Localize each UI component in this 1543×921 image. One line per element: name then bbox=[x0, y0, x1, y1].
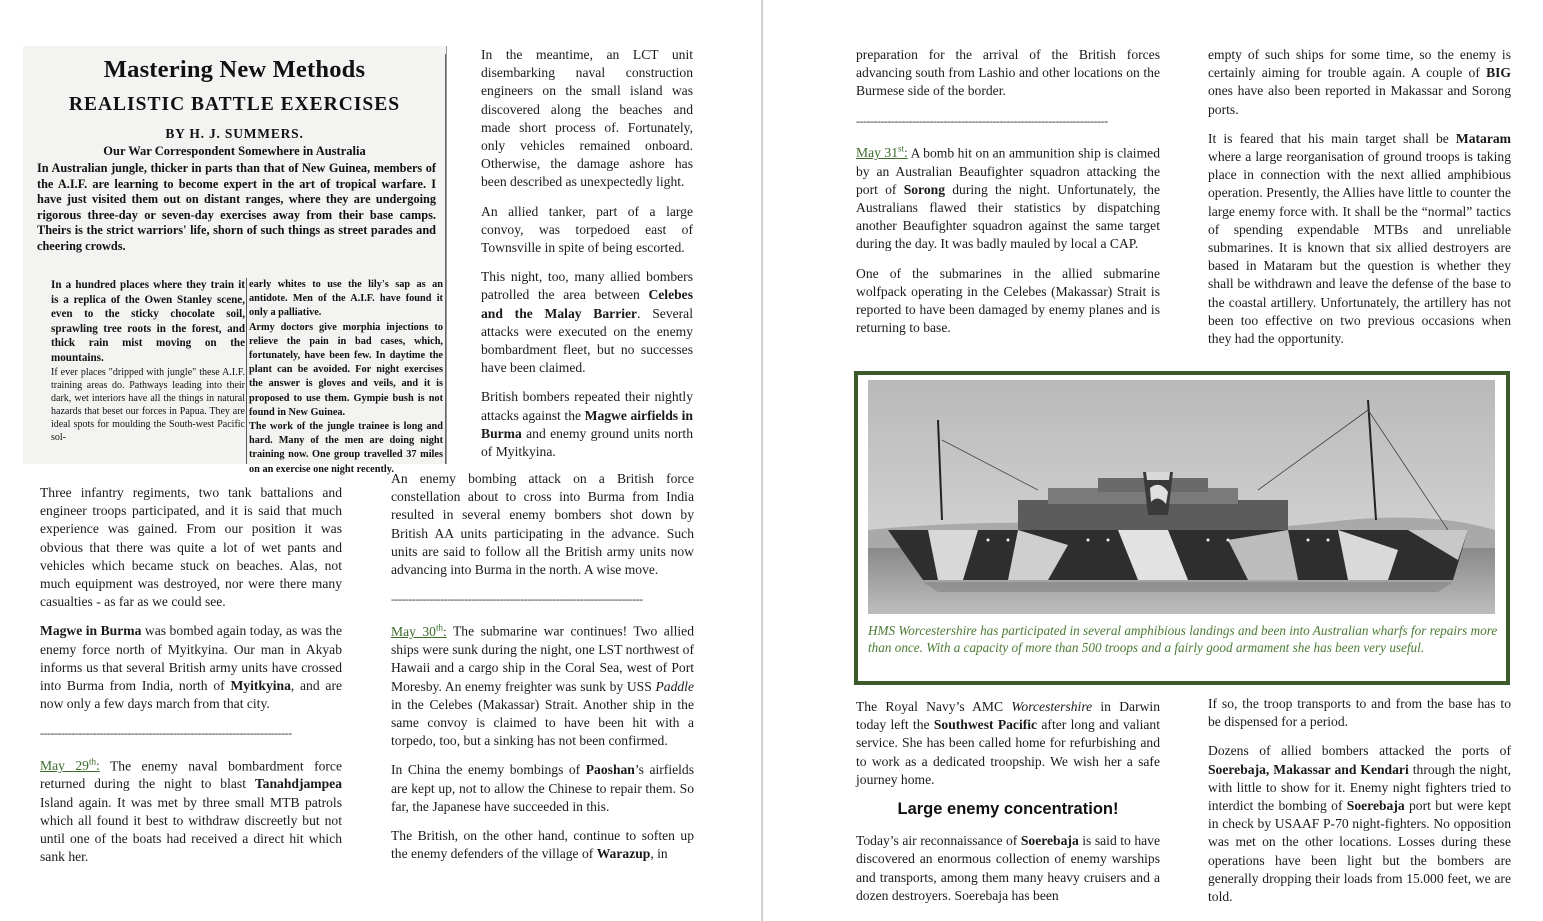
clipping-subtitle: REALISTIC BATTLE EXERCISES bbox=[68, 94, 401, 115]
place-name: Sorong bbox=[903, 181, 946, 197]
text-run: Today’s air reconnaissance of bbox=[856, 833, 1021, 849]
date-text: May 31 bbox=[856, 145, 899, 161]
text-run: through the night, with little to show for it. Enemy night fighters tried to interdict the bombing of bbox=[1208, 761, 1512, 814]
paragraph bbox=[481, 268, 693, 377]
text-run: , in bbox=[650, 846, 668, 862]
place-name: Paoshan bbox=[585, 762, 635, 778]
right-column-2-bottom bbox=[1208, 695, 1511, 917]
paragraph: preparation for the arrival of the British forces advancing south from Lashio and other locations on the Burmese side of the border. bbox=[856, 47, 1160, 99]
text-run: where a large reorganisation of ground troops is taking place in connection with the next allied amphibious operation. Presently, the Allies have little to counter the large enemy force with. It shall be the “normal” tactics of spending expendable MTBs and unreliable submarines. It is known that six allied destroyers are based in Mataram but the question is whether they shall be withdrawn and leave the defense of the base to the coastal artillery. Unfortunately, the artillery has not been too effective on two previous occasions when they had the opportunity. bbox=[1208, 149, 1511, 347]
text-run: Island again. It was met by three small MTB patrols which all found it best to withdraw discreetly but not until one of the boats had received a direct hit which sank her. bbox=[40, 794, 342, 865]
date-suffix: th bbox=[88, 756, 96, 767]
text-run: A bomb hit on an ammunition ship is claimed by an Australian Beaufighter squadron attacking the port of bbox=[856, 145, 1160, 197]
text-run: ones have also been reported in Makassar and Sorong ports. bbox=[1208, 83, 1511, 117]
date-colon: : bbox=[95, 758, 100, 774]
date-suffix: st bbox=[898, 143, 905, 154]
clipping-col2-para: The work of the jungle trainee is long and hard. Many of the men are doing night training now. One group travelled 37 miles on an exercise one night recently. bbox=[249, 421, 443, 475]
right-column-1-bottom bbox=[856, 698, 1160, 916]
section-divider: ------------------------------------------------------------------------ bbox=[391, 592, 643, 607]
clipping-title: Mastering New Methods bbox=[103, 56, 366, 83]
date-colon: : bbox=[904, 145, 908, 161]
paragraph bbox=[481, 388, 693, 461]
text-run: British bombers repeated their nightly attacks against the bbox=[481, 389, 693, 423]
paragraph bbox=[1208, 742, 1511, 906]
clipping-col1-para: If ever places "dripped with jungle" these A.I.F. training areas do. Pathways leading into their dark, wet interiors have all the things in natural hazards that beset our forces in Papua. They are ideal spots for moulding the South-west Pacific sol- bbox=[51, 366, 245, 443]
photo-caption: HMS Worcestershire has participated in several amphibious landings and been into Australian wharfs for repairs more than once. With a capacity of more than 500 troops and a fairly good armament she has been very useful. bbox=[868, 623, 1498, 655]
paragraph bbox=[856, 698, 1160, 789]
clipping-correspondent: Our War Correspondent Somewhere in Australia bbox=[103, 144, 366, 158]
text-run: The British, on the other hand, continue to soften up the enemy defenders of the village of bbox=[391, 827, 694, 862]
text-run: . Several attacks were executed on the enemy bombardment fleet, but no successes have been claimed. bbox=[481, 305, 693, 376]
text-run: empty of such ships for some time, so the enemy is certainly aiming for trouble again. A couple of bbox=[1208, 47, 1511, 81]
paragraph bbox=[391, 827, 694, 863]
paragraph: One of the submarines in the allied submarine wolfpack operating in the Celebes (Makassar) Strait is reported to have been damaged by enemy planes and is returning to base. bbox=[856, 265, 1160, 336]
paragraph: An allied tanker, part of a large convoy, was torpedoed east of Townsville in spite of being escorted. bbox=[481, 203, 693, 256]
emphasis: BIG bbox=[1486, 65, 1511, 81]
right-column-2-top bbox=[1208, 46, 1511, 359]
clipping-rule bbox=[445, 54, 446, 464]
text-run: during the night. Unfortunately, the Australians flawed their statistics by dispatching another Beaufighter squadron against the same target during the day. It was badly mauled by local a CAP. bbox=[856, 181, 1160, 252]
paragraph: In the meantime, an LCT unit disembarking naval construction engineers on the small island was discovered along the beaches and made short process of. Fortunately, only vehicles remained onboard. Otherwise, the damage ashore has been described as unexpectedly light. bbox=[481, 47, 693, 190]
left-column-2-bottom bbox=[391, 470, 694, 874]
paragraph bbox=[40, 753, 342, 867]
clipping-column-divider bbox=[246, 278, 247, 464]
text-run: in the Celebes (Makassar) Strait. Another ship in the same convoy is claimed to have been hit with a torpedo, too, but a sinking has not been confirmed. bbox=[391, 696, 694, 749]
paragraph: An enemy bombing attack on a British force constellation about to cross into Burma from India resulted in several enemy bombers shot down by British AA units participating in the advance. Such units are said to follow all the British army units now advancing into Burma in the north. A wise move. bbox=[391, 471, 694, 578]
date-colon: : bbox=[443, 623, 447, 639]
text-run: The Royal Navy’s AMC bbox=[856, 699, 1012, 714]
text-run: and enemy ground units north of Myitkyina. bbox=[481, 425, 693, 460]
clipping-byline: BY H. J. SUMMERS. bbox=[165, 126, 304, 141]
clipping-lead: In Australian jungle, thicker in parts than that of New Guinea, members of the A.I.F. are learning to become expert in the art of tropical warfare. I have just visited them out on distant ranges, where they are undergoing rigorous three-day or seven-day exercises away from their base camps. Theirs is the strict warriors' life, shorn of such things as street parades and cheering crowds. bbox=[37, 161, 436, 253]
clipping-column-2 bbox=[249, 278, 443, 477]
text-run: The submarine war continues! Two allied ships were sunk during the night, one LST northwest of Hawaii and a cargo ship in the Coral Sea, west of Port Moresby. An enemy freighter was sunk by USS bbox=[391, 623, 694, 694]
date-heading bbox=[40, 758, 100, 773]
place-name: Southwest Pacific bbox=[933, 717, 1038, 733]
text-run: This night, too, many allied bombers patrolled the area between bbox=[481, 269, 693, 303]
text-run: ’s airfields are kept up, not to allow the Chinese to repair them. So far, the Japanese have succeeded in this. bbox=[391, 762, 694, 814]
left-column-1 bbox=[40, 484, 342, 877]
paragraph bbox=[856, 140, 1160, 254]
text-run: The enemy naval bombardment force returned during the night to blast bbox=[40, 758, 342, 792]
paragraph bbox=[391, 761, 694, 816]
paragraph bbox=[40, 622, 342, 713]
date-heading bbox=[856, 145, 908, 160]
text-run: after long and valiant service. She has been called home for refurbishing and to work as a dedicated troopship. We wish her a safe journey home. bbox=[856, 717, 1160, 787]
section-headline: Large enemy concentration! bbox=[897, 800, 1119, 819]
text-run: , and are now only a few days march from that city. bbox=[40, 678, 343, 712]
place-name: Myitkyina bbox=[230, 678, 291, 694]
text-run: is said to have discovered an enormous collection of enemy warships and transports, among them many heavy cruisers and a dozen destroyers. Soerebaja has been bbox=[856, 833, 1161, 903]
text-run: was bombed again today, as was the enemy force north of Myitkyina. Our man in Akyab informs us that several British army units have crossed into Burma from India, north of bbox=[40, 623, 342, 694]
text-run: It is feared that his main target shall be bbox=[1208, 130, 1456, 146]
place-name: Soerebaja bbox=[1346, 798, 1405, 814]
ship-name: Paddle bbox=[655, 678, 694, 694]
paragraph: Three infantry regiments, two tank battalions and engineer troops participated, and it is said that much experience was gained. From our position it was obvious that there was quite a lot of wet pants and vehicles which became stuck on beaches. Alas, not much equipment was destroyed, nor were there many casualties - as far as we could see. bbox=[40, 485, 342, 610]
paragraph bbox=[856, 832, 1160, 905]
text-run: in Darwin today left the bbox=[856, 699, 1160, 733]
text-run: port but were kept in check by USAAF P-70 night-fighters. No opposition was met on the other locations. Losses during these operations have been light but the bombers are generally dropping their loads from 15.000 feet, we are told. bbox=[1208, 798, 1511, 905]
section-divider: ------------------------------------------------------------------------ bbox=[40, 726, 292, 741]
place-name: Magwe in Burma bbox=[40, 623, 142, 639]
clipping-col1-para: In a hundred places where they train it is a replica of the Owen Stanley scene, even to the sticky chocolate soil, sprawling tree roots in the forest, and thick rain mist moving on the mountains. bbox=[51, 279, 245, 364]
paragraph bbox=[1208, 130, 1511, 348]
newspaper-clipping bbox=[23, 46, 447, 475]
clipping-col2-para: Army doctors give morphia injections to relieve the pain in bad cases, which, fortunately, have been few. In daytime the plant can be avoided. For night exercises the answer is gloves and veils, and it is proposed to use them. Gympie bush is not found in New Guinea. bbox=[249, 321, 443, 418]
ship-name: Worcestershire bbox=[1011, 699, 1093, 714]
paragraph bbox=[1208, 46, 1511, 119]
place-name: Soerebaja, Makassar and Kendari bbox=[1208, 761, 1409, 777]
place-name: Mataram bbox=[1455, 130, 1511, 146]
date-text: May 29 bbox=[40, 758, 89, 774]
place-name: Magwe airfields in Burma bbox=[481, 407, 693, 441]
paragraph: If so, the troop transports to and from the base has to be dispensed for a period. bbox=[1208, 696, 1511, 730]
paragraph bbox=[391, 618, 694, 750]
date-heading bbox=[391, 624, 447, 639]
place-name: Warazup bbox=[596, 846, 651, 862]
place-name: Tanahdjampea bbox=[254, 776, 342, 792]
place-name: Celebes and the Malay Barrier bbox=[481, 287, 693, 321]
date-suffix: th bbox=[435, 622, 443, 633]
clipping-column-1 bbox=[51, 278, 245, 444]
date-text: May 30 bbox=[391, 623, 436, 639]
place-name: Soerebaja bbox=[1020, 833, 1079, 849]
text-run: Dozens of allied bombers attacked the ports of bbox=[1208, 743, 1511, 759]
left-column-2-top bbox=[481, 46, 693, 472]
ship-photo bbox=[868, 380, 1495, 614]
right-column-1-top bbox=[856, 46, 1160, 348]
clipping-col2-para: early whites to use the lily's sap as an antidote. Men of the A.I.F. have found it only a palliative. bbox=[249, 279, 443, 319]
text-run: In China the enemy bombings of bbox=[391, 762, 586, 778]
section-divider: ------------------------------------------------------------------------ bbox=[856, 113, 1108, 128]
